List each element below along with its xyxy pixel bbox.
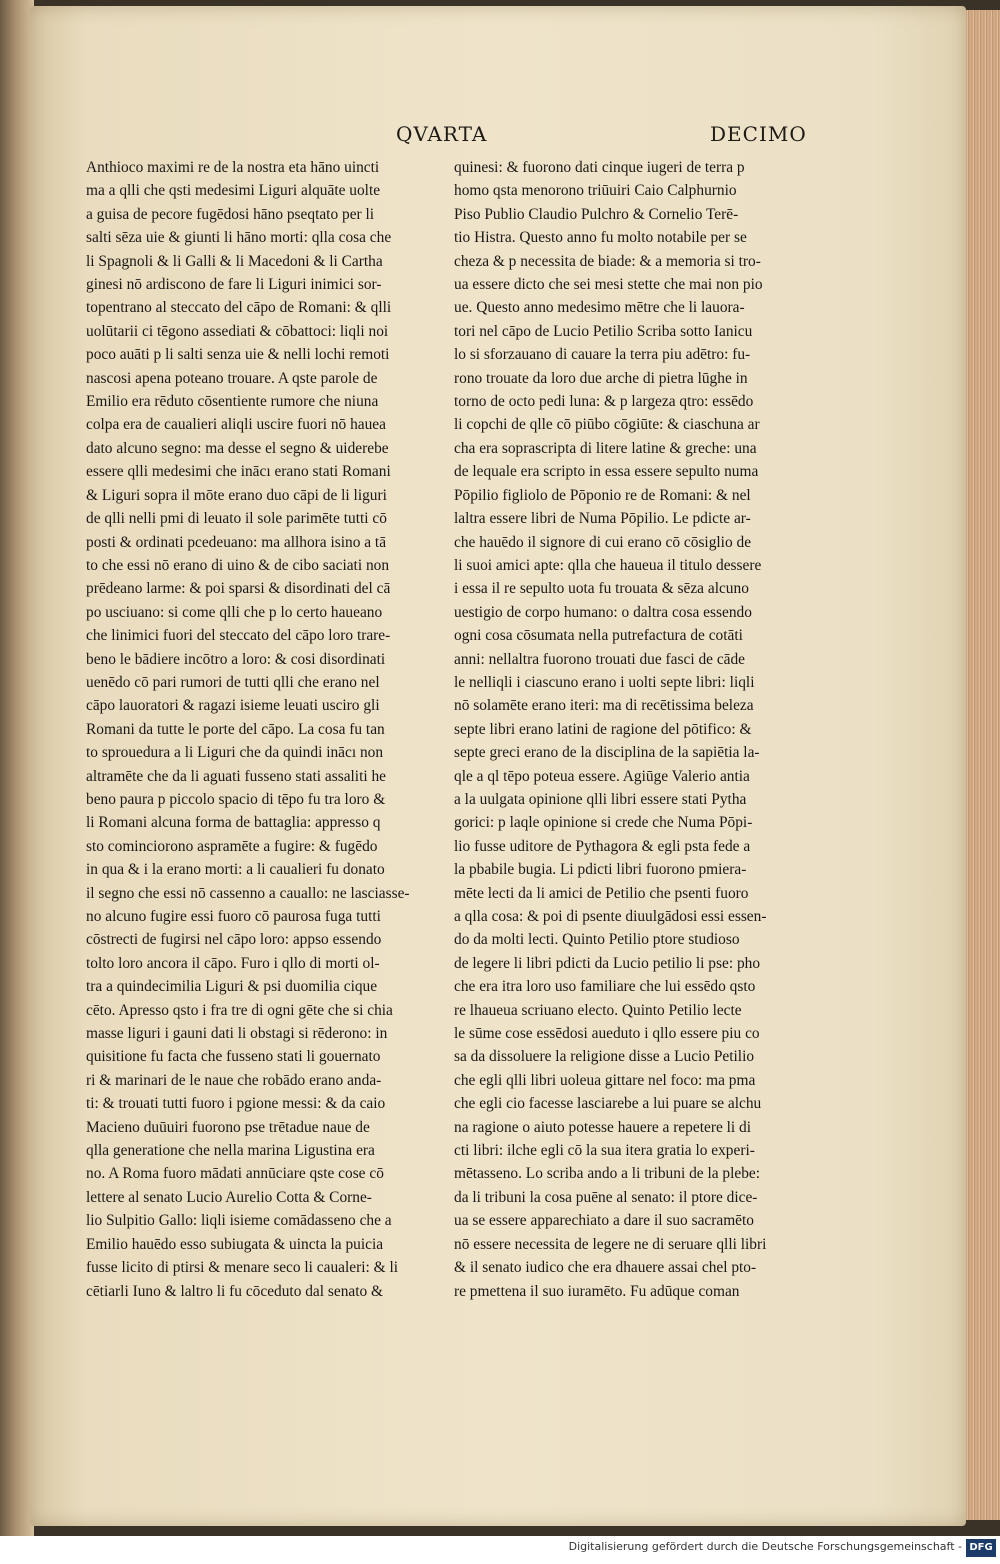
left-paragraph-1: Anthioco maximi re de la nostra eta hāno uincti ma a qlli che qsti medesimi Liguri alquāte uolte a guisa de pecore fugēdosi hāno pseqtato per li salti sēza uie & giunti li hāno morti: qlla cosa che li Spagnoli & li Galli & li Macedoni & li Cartha ginesi nō ardiscono de fare li Liguri inimici sor- topentrano al steccato del cāpo de Romani: & qlli uolūtarii ci tēgono assediati & cōbattoci: liqli noi poco auāti p li salti senza uie & nelli lochi remoti nascosi apena poteano trouare. A qste parole de Emilio era rēduto cōsentiente rumore che niuna colpa era de caualieri aliqli uscire fuori nō hauea dato alcuno segno: ma desse el segno & uiderebe essere qlli medesimi che inācı erano stati Romani & Liguri sopra il mōte erano duo cāpi de li liguri de qlli nelli pmi di leuato il sole parimēte tutti cō posti & ordinati pcedeuano: ma allhora isino a tā to che essi nō erano di uino & de cibo saciati non prēdeano larme: & poi sparsi & disordinati del cā po usciuano: si come qlli che p lo certo haueano che linimici fuori del steccato del cāpo loro trare- beno le bādiere incōtro a loro: & cosi disordinati uenēdo cō pari rumori de tutti qlli che erano nel cāpo lauoratori & ragazi isieme leuati usciro gli Romani da tutte le porte del cāpo. La cosa fu tan to sprouedura a li Liguri che da quindi inācı non altramēte che da li aguati fusseno stati assaliti he beno paura p piccolo spacio di tēpo fu tra loro & li Romani alcuna forma de battaglia: appresso q sto cominciorono aspramēte a fugire: & fugēdo in qua & i la erano morti: a li caualieri fu donato il segno che essi nō cassenno a cauallo: ne lasciasse- no alcuno fugire essi fuoro cō paurosa fuga tutti cōstrecti de fugirsi nel cāpo loro: appso essendo tolto loro ancora il cāpo. Furo i qllo di morti ol- tra a quindecimilia Liguri & psi duomilia cique cēto. Apresso qsto i fra tre di ogni gēte che si chia masse liguri i gauni dati li obstagi si rēderono: in quisitione fu facta che fusseno stati li gouernato ri & marinari de le naue che robādo erano anda- ti: & trouati tutti fuoro i pgione messi: & da caio Macieno duūuiri fuorono pse trētadue naue de qlla generatione che nella marina Ligustina era no. A Roma fuoro mādati annūciare qste cose cō lettere al senato Lucio Aurelio Cotta & Corne- lio Sulpitio Gallo: liqli isieme comādasseno che a Emilio hauēdo esso subiugata & uincta la puicia fusse licito di ptirsi & menare seco li caualeri: & li cētiarli Iuno & laltro li fu cōceduto dal senato & [86,159,410,1300]
digitization-footer [0,1536,1000,1564]
running-head-left: QVARTA [396,122,488,146]
funding-note: Digitalisierung gefördert durch die Deutsche Forschungsgemeinschaft - [568,1540,962,1553]
right-paragraph-1: quinesi: & fuorono dati cinque iugeri de terra p homo qsta menorono triūuiri Caio Calphurnio Piso Publio Claudio Pulchro & Cornelio Terē- tio Histra. Questo anno fu molto notabile per se cheza & p necessita de biade: & a memoria si tro- ua essere dicto che sei mesi stette che mai non pio ue. Questo anno medesimo mētre che li lauora- tori nel cāpo de Lucio Petilio Scriba sotto Ianicu lo si sforzauano di cauare la terra piu adētro: fu- rono trouate da loro due arche di pietra lūghe in torno de octo pedi luna: & p largeza qtro: essēdo li copchi de qlle cō piūbo cōgiūte: & ciaschuna ar cha era soprascripta di litere latine & greche: una de lequale era scripto in essa essere sepulto numa Pōpilio figliolo de Pōponio re de Romani: & nel laltra essere libri de Numa Pōpilio. Le pdicte ar- che hauēdo il signore di cui erano cō cōsiglio de li suoi amici apte: qlla che haueua il titulo dessere i essa il re sepulto uota fu trouata & sēza alcuno uestigio de corpo humano: o daltra cosa essendo ogni cosa cōsumata nella putrefactura de cotāti anni: nellaltra fuorono trouati due fasci de cāde le nelliqli i ciascuno erano i uolti septe libri: liqli nō solamēte erano iteri: ma di recētissima beleza septe libri erano latini de ragione del pōtifico: & septe greci erano de la disciplina de la sapiētia la- qle a ql tēpo poteua essere. Agiūge Valerio antia a la uulgata opinione qlli libri essere stati Pytha gorici: p laqle opinione si crede che Numa Pōpi- lio fusse uditore de Pythagora & egli psta fede a la pbabile bugia. Li pdicti libri fuorono pmiera- mēte lecti da li amici de Petilio che psenti fuoro a qlla cosa: & poi di psente diuulgādosi essi essen- do da molti lecti. Quinto Petilio ptore studioso de legere li libri pdicti da Lucio petilio li pse: pho che era itra loro uso familiare che lui essēdo qsto re lhaueua scriuano electo. Quinto Petilio lecte le sūme cose essēdosi aueduto i qllo essere piu co sa da dissoluere la religione disse a Lucio Petilio che egli qlli libri uoleua gittare nel foco: ma pma che egli cio facesse lasciarebe a lui puare se alchu na ragione o aiuto potesse hauere a repetere li di cti libri: ilche egli cō la sua itera gratia lo experi- mētasseno. Lo scriba ando a li tribuni de la plebe: da li tribuni la cosa puēne al senato: il ptore dice- ua se essere apparechiato a dare il suo sacramēto nō essere necessita de legere ne di seruare qlli libri & il senato iudico che era dhauere assai chel pto- re pmettena il suo iuramēto. Fu adūque coman [454,159,767,1300]
page-stack-edges [962,10,1000,1520]
running-head-right: DECIMO [710,122,807,146]
page-header [30,114,966,154]
facing-page-edge [0,0,34,1536]
dfg-logo: DFG [966,1539,996,1557]
left-column [86,156,452,1306]
book-page [30,6,966,1526]
right-column [454,156,820,1306]
